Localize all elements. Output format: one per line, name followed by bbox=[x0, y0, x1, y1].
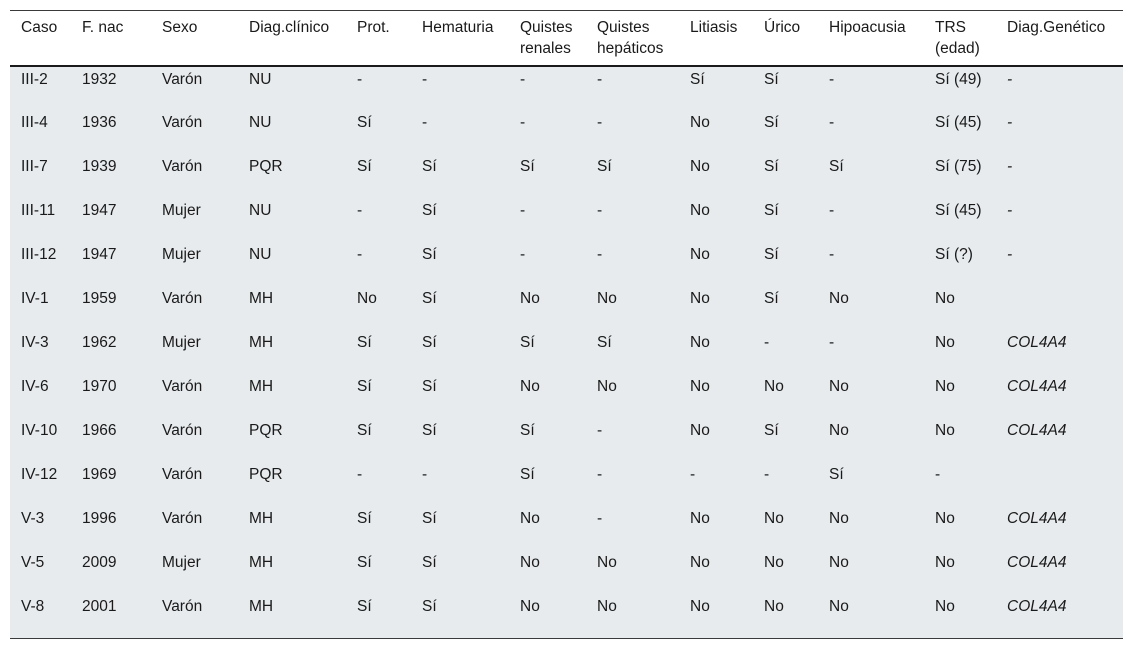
sexo-cell: Varón bbox=[162, 510, 203, 527]
hipoacusia-cell: - bbox=[829, 114, 835, 131]
fecha-nacimiento-cell: 1996 bbox=[82, 510, 117, 527]
hematuria-cell: - bbox=[422, 71, 428, 88]
diag-genetico-cell: COL4A4 bbox=[1007, 510, 1067, 527]
diag-genetico-cell: - bbox=[1007, 158, 1013, 175]
header-quistes-hepaticos: Quistes hepáticos bbox=[597, 19, 664, 57]
header-diag-genetico: Diag.Genético bbox=[1007, 19, 1106, 36]
litiasis-cell: No bbox=[690, 202, 710, 219]
proteinuria-cell: Sí bbox=[357, 158, 372, 175]
table-header bbox=[10, 11, 1123, 67]
caso-cell: IV-3 bbox=[21, 334, 49, 351]
quistes-hepaticos-cell: Sí bbox=[597, 158, 612, 175]
sexo-cell: Varón bbox=[162, 71, 203, 88]
urico-cell: No bbox=[764, 554, 784, 571]
quistes-renales-cell: - bbox=[520, 246, 526, 263]
diag-clinico-cell: PQR bbox=[249, 466, 283, 483]
diag-genetico-cell: - bbox=[1007, 114, 1013, 131]
fecha-nacimiento-cell: 1947 bbox=[82, 246, 117, 263]
header-caso: Caso bbox=[21, 19, 58, 36]
trs-edad-cell: No bbox=[935, 510, 955, 527]
caso-cell: III-11 bbox=[21, 202, 56, 219]
table-row bbox=[10, 242, 1123, 286]
hipoacusia-cell: - bbox=[829, 246, 835, 263]
caso-cell: III-7 bbox=[21, 158, 48, 175]
table-row bbox=[10, 374, 1123, 418]
quistes-hepaticos-cell: - bbox=[597, 510, 603, 527]
quistes-renales-cell: Sí bbox=[520, 158, 535, 175]
proteinuria-cell: Sí bbox=[357, 378, 372, 395]
proteinuria-cell: Sí bbox=[357, 510, 372, 527]
hipoacusia-cell: No bbox=[829, 554, 849, 571]
sexo-cell: Mujer bbox=[162, 246, 201, 263]
litiasis-cell: No bbox=[690, 290, 710, 307]
proteinuria-cell: - bbox=[357, 71, 363, 88]
proteinuria-cell: - bbox=[357, 466, 363, 483]
urico-cell: - bbox=[764, 334, 770, 351]
diag-genetico-cell: COL4A4 bbox=[1007, 598, 1067, 615]
caso-cell: V-5 bbox=[21, 554, 45, 571]
sexo-cell: Varón bbox=[162, 158, 203, 175]
quistes-renales-cell: Sí bbox=[520, 334, 535, 351]
quistes-renales-cell: No bbox=[520, 290, 540, 307]
hematuria-cell: - bbox=[422, 114, 428, 131]
clinical-data-table-container bbox=[10, 10, 1123, 639]
caso-cell: IV-12 bbox=[21, 466, 58, 483]
header-trs-edad: TRS (edad) bbox=[935, 19, 980, 57]
quistes-renales-cell: Sí bbox=[520, 466, 535, 483]
litiasis-cell: Sí bbox=[690, 71, 705, 88]
hipoacusia-cell: Sí bbox=[829, 466, 844, 483]
header-sexo: Sexo bbox=[162, 19, 198, 36]
hematuria-cell: Sí bbox=[422, 510, 437, 527]
proteinuria-cell: - bbox=[357, 246, 363, 263]
hipoacusia-cell: No bbox=[829, 598, 849, 615]
diag-genetico-cell: - bbox=[1007, 202, 1013, 219]
sexo-cell: Mujer bbox=[162, 334, 201, 351]
diag-clinico-cell: PQR bbox=[249, 422, 283, 439]
proteinuria-cell: Sí bbox=[357, 334, 372, 351]
caso-cell: III-12 bbox=[21, 246, 57, 263]
caso-cell: IV-1 bbox=[21, 290, 49, 307]
proteinuria-cell: Sí bbox=[357, 554, 372, 571]
quistes-renales-cell: No bbox=[520, 510, 540, 527]
fecha-nacimiento-cell: 1962 bbox=[82, 334, 117, 351]
hematuria-cell: Sí bbox=[422, 290, 437, 307]
caso-cell: IV-6 bbox=[21, 378, 49, 395]
sexo-cell: Varón bbox=[162, 466, 203, 483]
diag-genetico-cell: COL4A4 bbox=[1007, 334, 1067, 351]
caso-cell: III-4 bbox=[21, 114, 48, 131]
diag-genetico-cell: - bbox=[1007, 246, 1013, 263]
hipoacusia-cell: - bbox=[829, 334, 835, 351]
hematuria-cell: Sí bbox=[422, 202, 437, 219]
table-row bbox=[10, 154, 1123, 198]
sexo-cell: Varón bbox=[162, 422, 203, 439]
trs-edad-cell: Sí (75) bbox=[935, 158, 982, 175]
quistes-renales-cell: No bbox=[520, 378, 540, 395]
hematuria-cell: Sí bbox=[422, 422, 437, 439]
quistes-renales-cell: No bbox=[520, 598, 540, 615]
table-row bbox=[10, 506, 1123, 550]
sexo-cell: Varón bbox=[162, 290, 203, 307]
trs-edad-cell: No bbox=[935, 334, 955, 351]
caso-cell: IV-10 bbox=[21, 422, 58, 439]
fecha-nacimiento-cell: 1959 bbox=[82, 290, 117, 307]
hematuria-cell: Sí bbox=[422, 158, 437, 175]
quistes-hepaticos-cell: No bbox=[597, 554, 617, 571]
urico-cell: Sí bbox=[764, 158, 779, 175]
trs-edad-cell: No bbox=[935, 598, 955, 615]
table-row bbox=[10, 594, 1123, 638]
hipoacusia-cell: - bbox=[829, 202, 835, 219]
quistes-renales-cell: - bbox=[520, 202, 526, 219]
diag-genetico-cell bbox=[996, 286, 1123, 330]
hematuria-cell: Sí bbox=[422, 334, 437, 351]
urico-cell: Sí bbox=[764, 246, 779, 263]
table-row bbox=[10, 550, 1123, 594]
diag-clinico-cell: MH bbox=[249, 598, 274, 615]
hipoacusia-cell: No bbox=[829, 378, 849, 395]
table-row bbox=[10, 198, 1123, 242]
sexo-cell: Varón bbox=[162, 378, 203, 395]
litiasis-cell: No bbox=[690, 554, 710, 571]
litiasis-cell: No bbox=[690, 510, 710, 527]
litiasis-cell: No bbox=[690, 334, 710, 351]
quistes-hepaticos-cell: No bbox=[597, 598, 617, 615]
sexo-cell: Varón bbox=[162, 598, 203, 615]
urico-cell: No bbox=[764, 598, 784, 615]
sexo-cell: Varón bbox=[162, 114, 203, 131]
trs-edad-cell: Sí (?) bbox=[935, 246, 973, 263]
urico-cell: No bbox=[764, 510, 784, 527]
header-quistes-renales: Quistes renales bbox=[520, 19, 573, 57]
proteinuria-cell: Sí bbox=[357, 422, 372, 439]
diag-clinico-cell: MH bbox=[249, 554, 274, 571]
header-fecha-nacimiento: F. nac bbox=[82, 19, 124, 36]
litiasis-cell: No bbox=[690, 598, 710, 615]
fecha-nacimiento-cell: 2009 bbox=[82, 554, 117, 571]
trs-edad-cell: No bbox=[935, 378, 955, 395]
trs-edad-cell: Sí (49) bbox=[935, 71, 982, 88]
litiasis-cell: No bbox=[690, 158, 710, 175]
quistes-renales-cell: No bbox=[520, 554, 540, 571]
trs-edad-cell: No bbox=[935, 290, 955, 307]
header-litiasis: Litiasis bbox=[690, 19, 738, 36]
caso-cell: V-3 bbox=[21, 510, 45, 527]
diag-genetico-cell bbox=[996, 462, 1123, 506]
table-row bbox=[10, 286, 1123, 330]
trs-edad-cell: - bbox=[935, 466, 941, 483]
hipoacusia-cell: - bbox=[829, 71, 835, 88]
litiasis-cell: - bbox=[690, 466, 696, 483]
urico-cell: Sí bbox=[764, 202, 779, 219]
fecha-nacimiento-cell: 1966 bbox=[82, 422, 117, 439]
diag-clinico-cell: PQR bbox=[249, 158, 283, 175]
fecha-nacimiento-cell: 1969 bbox=[82, 466, 117, 483]
quistes-hepaticos-cell: Sí bbox=[597, 334, 612, 351]
header-hematuria: Hematuria bbox=[422, 19, 494, 36]
hipoacusia-cell: Sí bbox=[829, 158, 844, 175]
diag-clinico-cell: MH bbox=[249, 510, 274, 527]
urico-cell: Sí bbox=[764, 114, 779, 131]
quistes-hepaticos-cell: No bbox=[597, 290, 617, 307]
urico-cell: Sí bbox=[764, 422, 779, 439]
quistes-hepaticos-cell: - bbox=[597, 246, 603, 263]
urico-cell: No bbox=[764, 378, 784, 395]
hematuria-cell: - bbox=[422, 466, 428, 483]
hematuria-cell: Sí bbox=[422, 554, 437, 571]
header-urico: Úrico bbox=[764, 19, 801, 36]
diag-genetico-cell: COL4A4 bbox=[1007, 554, 1067, 571]
litiasis-cell: No bbox=[690, 114, 710, 131]
hipoacusia-cell: No bbox=[829, 510, 849, 527]
table-row bbox=[10, 330, 1123, 374]
quistes-hepaticos-cell: - bbox=[597, 114, 603, 131]
fecha-nacimiento-cell: 1939 bbox=[82, 158, 117, 175]
urico-cell: Sí bbox=[764, 71, 779, 88]
proteinuria-cell: Sí bbox=[357, 598, 372, 615]
urico-cell: - bbox=[764, 466, 770, 483]
litiasis-cell: No bbox=[690, 246, 710, 263]
trs-edad-cell: No bbox=[935, 554, 955, 571]
urico-cell: Sí bbox=[764, 290, 779, 307]
fecha-nacimiento-cell: 1970 bbox=[82, 378, 117, 395]
quistes-hepaticos-cell: - bbox=[597, 466, 603, 483]
quistes-hepaticos-cell: - bbox=[597, 202, 603, 219]
clinical-data-table bbox=[10, 10, 1123, 639]
proteinuria-cell: Sí bbox=[357, 114, 372, 131]
diag-clinico-cell: MH bbox=[249, 378, 274, 395]
trs-edad-cell: No bbox=[935, 422, 955, 439]
fecha-nacimiento-cell: 1936 bbox=[82, 114, 117, 131]
litiasis-cell: No bbox=[690, 422, 710, 439]
trs-edad-cell: Sí (45) bbox=[935, 114, 982, 131]
table-row bbox=[10, 462, 1123, 506]
fecha-nacimiento-cell: 2001 bbox=[82, 598, 117, 615]
quistes-renales-cell: - bbox=[520, 71, 526, 88]
table-row bbox=[10, 66, 1123, 110]
hematuria-cell: Sí bbox=[422, 246, 437, 263]
table-body bbox=[10, 66, 1123, 638]
proteinuria-cell: - bbox=[357, 202, 363, 219]
quistes-hepaticos-cell: - bbox=[597, 71, 603, 88]
header-hipoacusia: Hipoacusia bbox=[829, 19, 906, 36]
diag-clinico-cell: NU bbox=[249, 202, 272, 219]
trs-edad-cell: Sí (45) bbox=[935, 202, 982, 219]
diag-clinico-cell: NU bbox=[249, 71, 272, 88]
litiasis-cell: No bbox=[690, 378, 710, 395]
diag-genetico-cell: - bbox=[1007, 71, 1013, 88]
fecha-nacimiento-cell: 1947 bbox=[82, 202, 117, 219]
header-row bbox=[10, 11, 1123, 67]
hematuria-cell: Sí bbox=[422, 378, 437, 395]
proteinuria-cell: No bbox=[357, 290, 377, 307]
table-row bbox=[10, 110, 1123, 154]
quistes-renales-cell: - bbox=[520, 114, 526, 131]
diag-genetico-cell: COL4A4 bbox=[1007, 422, 1067, 439]
sexo-cell: Mujer bbox=[162, 554, 201, 571]
diag-clinico-cell: NU bbox=[249, 246, 272, 263]
quistes-renales-cell: Sí bbox=[520, 422, 535, 439]
caso-cell: III-2 bbox=[21, 71, 48, 88]
header-proteinuria: Prot. bbox=[357, 19, 390, 36]
sexo-cell: Mujer bbox=[162, 202, 201, 219]
diag-genetico-cell: COL4A4 bbox=[1007, 378, 1067, 395]
diag-clinico-cell: MH bbox=[249, 334, 274, 351]
fecha-nacimiento-cell: 1932 bbox=[82, 71, 117, 88]
diag-clinico-cell: MH bbox=[249, 290, 274, 307]
table-row bbox=[10, 418, 1123, 462]
quistes-hepaticos-cell: No bbox=[597, 378, 617, 395]
caso-cell: V-8 bbox=[21, 598, 45, 615]
diag-clinico-cell: NU bbox=[249, 114, 272, 131]
quistes-hepaticos-cell: - bbox=[597, 422, 603, 439]
hematuria-cell: Sí bbox=[422, 598, 437, 615]
header-diag-clinico: Diag.clínico bbox=[249, 19, 330, 36]
hipoacusia-cell: No bbox=[829, 422, 849, 439]
hipoacusia-cell: No bbox=[829, 290, 849, 307]
